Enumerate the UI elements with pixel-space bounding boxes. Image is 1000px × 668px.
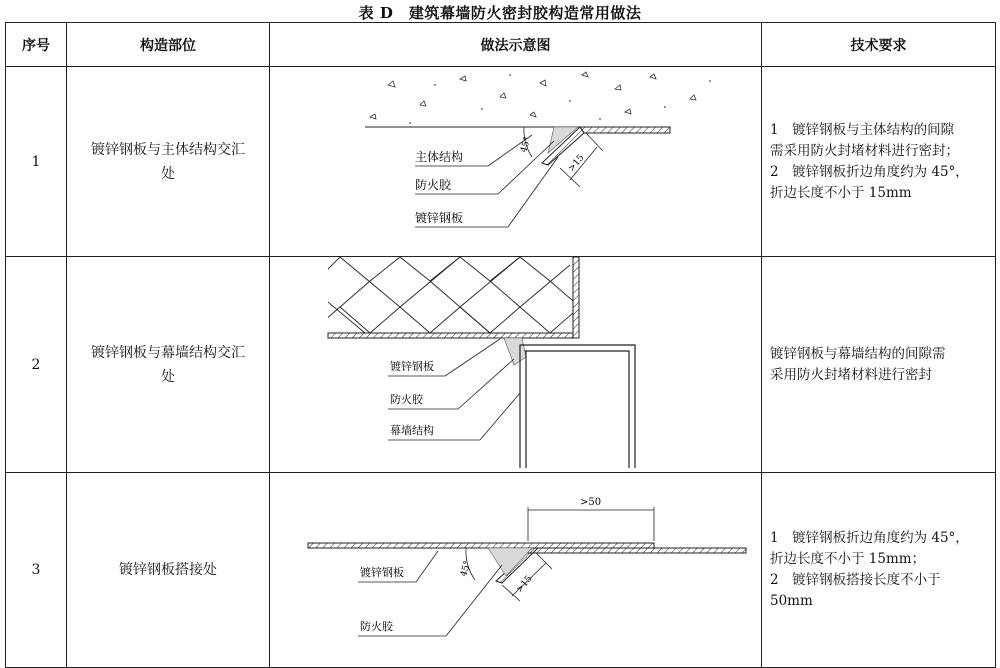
construction-table bbox=[5, 22, 996, 668]
row-seq: 1 bbox=[6, 67, 67, 257]
svg-text:>15: >15 bbox=[566, 152, 587, 174]
header-position: 构造部位 bbox=[67, 23, 270, 67]
header-seq: 序号 bbox=[6, 23, 67, 67]
label-steel-plate: 镀锌钢板 bbox=[415, 211, 464, 225]
requirement-line: 2 镀锌钢板折边角度约为 45°， bbox=[770, 163, 969, 180]
angle-label: 45° bbox=[519, 135, 534, 154]
row-seq: 2 bbox=[6, 257, 67, 473]
position-line: 镀锌钢板与幕墙结构交汇 bbox=[91, 344, 245, 361]
diagram-steel-to-structure bbox=[270, 67, 760, 252]
row-position bbox=[67, 473, 270, 668]
label-curtain-wall: 幕墙结构 bbox=[390, 424, 434, 437]
label-steel-plate: 镀锌钢板 bbox=[360, 566, 404, 579]
diagram-steel-lap-joint bbox=[270, 473, 760, 663]
label-fire-sealant: 防火胶 bbox=[415, 178, 452, 192]
diagram-cell bbox=[270, 67, 762, 257]
table-row bbox=[6, 473, 996, 668]
requirement-line: 1 镀锌钢板与主体结构的间隙 bbox=[770, 121, 955, 138]
row-requirement bbox=[762, 473, 996, 668]
diagram-cell bbox=[270, 257, 762, 473]
svg-text:>50: >50 bbox=[580, 497, 602, 508]
angle-label: 45° bbox=[459, 559, 474, 578]
position-line: 处 bbox=[161, 368, 175, 385]
row-position bbox=[67, 67, 270, 257]
header-row bbox=[6, 23, 996, 67]
row-position bbox=[67, 257, 270, 473]
diagram-cell bbox=[270, 473, 762, 668]
table-title: 表 D 建筑幕墙防火密封胶构造常用做法 bbox=[358, 4, 642, 22]
requirement-line: 折边长度不小于 15mm； bbox=[770, 551, 926, 567]
fire-sealant bbox=[488, 548, 532, 576]
svg-text:>15: >15 bbox=[514, 573, 535, 595]
fire-sealant bbox=[504, 338, 526, 365]
row-seq: 3 bbox=[6, 473, 67, 668]
requirement-line: 2 镀锌钢板搭接长度不小于 bbox=[770, 572, 941, 588]
concrete-structure bbox=[365, 72, 711, 127]
requirement-line: 采用防火封堵材料进行密封 bbox=[770, 366, 932, 383]
masonry-wall bbox=[310, 257, 580, 333]
position-line: 镀锌钢板与主体结构交汇 bbox=[91, 141, 245, 158]
curtain-wall-frame bbox=[520, 345, 635, 468]
header-diagram: 做法示意图 bbox=[270, 23, 762, 67]
requirement-line: 镀锌钢板与幕墙结构的间隙需 bbox=[770, 345, 946, 362]
requirement-line: 1 镀锌钢板折边角度约为 45°， bbox=[770, 530, 969, 546]
label-fire-sealant: 防火胶 bbox=[390, 393, 423, 406]
table-row bbox=[6, 257, 996, 473]
row-requirement bbox=[762, 67, 996, 257]
galvanized-steel-plate bbox=[328, 257, 579, 357]
label-fire-sealant: 防火胶 bbox=[360, 620, 393, 633]
dimension-50 bbox=[528, 497, 654, 541]
diagram-steel-to-curtain-wall bbox=[270, 257, 760, 468]
requirement-line: 需采用防火封堵材料进行密封； bbox=[770, 142, 959, 159]
label-main-structure: 主体结构 bbox=[415, 150, 464, 164]
position-line: 镀锌钢板搭接处 bbox=[119, 562, 217, 578]
requirement-line: 50mm bbox=[770, 593, 813, 609]
requirement-line: 折边长度不小于 15mm bbox=[770, 184, 912, 201]
table-row bbox=[6, 67, 996, 257]
position-line: 处 bbox=[161, 165, 175, 182]
header-requirement: 技术要求 bbox=[762, 23, 996, 67]
row-requirement bbox=[762, 257, 996, 473]
label-steel-plate: 镀锌钢板 bbox=[390, 360, 434, 373]
